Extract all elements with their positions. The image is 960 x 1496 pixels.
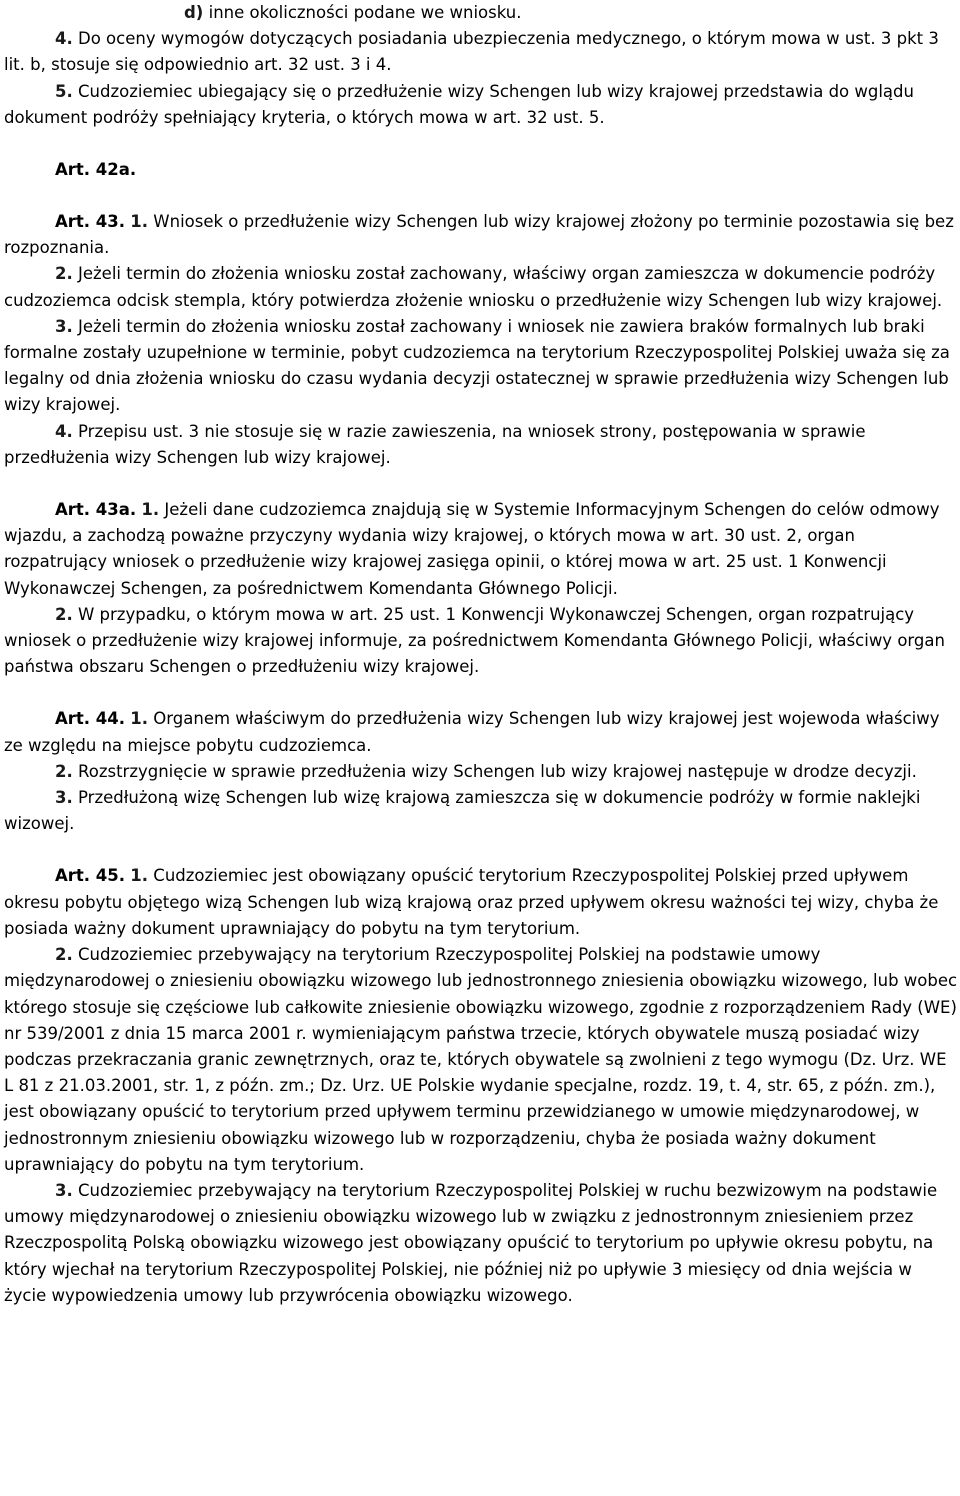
spacer xyxy=(4,131,958,157)
paragraph-number: 3. xyxy=(55,316,73,336)
article-44-paragraph-1 xyxy=(4,706,958,758)
paragraph-text: Cudzoziemiec jest obowiązany opuścić terytorium Rzeczypospolitej Polskiej przed upływem okresu pobytu objętego wizą Schengen lub wizą krajową oraz przed upływem okresu ważności tej wizy, chyba że posiada ważny dokument uprawniający do pobytu na tym terytorium. xyxy=(4,866,939,938)
paragraph-number: 1. xyxy=(130,709,149,729)
article-43a-paragraph-1 xyxy=(4,497,958,602)
article-44-paragraph-3 xyxy=(4,785,958,837)
intro-paragraph-5 xyxy=(4,79,958,131)
paragraph-text: Do oceny wymogów dotyczących posiadania ubezpieczenia medycznego, o którym mowa w ust. 3 pkt 3 lit. b, stosuje się odpowiednio art. 32 ust. 3 i 4. xyxy=(4,29,939,75)
paragraph-text: Cudzoziemiec ubiegający się o przedłużenie wizy Schengen lub wizy krajowej przedstawia do wglądu dokument podróży spełniający kryteria, o których mowa w art. 32 ust. 5. xyxy=(4,81,914,127)
paragraph-number: 5. xyxy=(55,81,73,101)
paragraph-text: Przedłużoną wizę Schengen lub wizę krajową zamieszcza się w dokumencie podróży w formie naklejki wizowej. xyxy=(4,788,921,834)
paragraph-number: 2. xyxy=(55,604,73,624)
spacer xyxy=(4,837,958,863)
paragraph-number: 2. xyxy=(55,264,73,284)
paragraph-number: 1. xyxy=(141,500,160,520)
article-43-paragraph-1 xyxy=(4,209,958,261)
point-label: d) xyxy=(184,3,204,22)
paragraph-text: Cudzoziemiec przebywający na terytorium Rzeczypospolitej Polskiej na podstawie umowy międzynarodowej o zniesieniu obowiązku wizowego lub jednostronnego zniesienia obowiązku wizowego, lub wobec którego stosuje się częściowe lub całkowite zniesienie obowiązku wizowego, zgodnie z rozporządzeniem Rady (WE) nr 539/2001 z dnia 15 marca 2001 r. wymieniającym państwa trzecie, których obywatele muszą posiadać wizy podczas przekraczania granic zewnętrznych, oraz te, których obywatele są zwolnieni z tego wymogu (Dz. Urz. WE L 81 z 21.03.2001, str. 1, z późn. zm.; Dz. Urz. UE Polskie wydanie specjalne, rozdz. 19, t. 4, str. 65, z późn. zm.), jest obowiązany opuścić to terytorium przed upływem terminu przewidzianego w umowie międzynarodowej, w jednostronnym zniesieniu obowiązku wizowego lub w rozporządzeniu, chyba że posiada ważny dokument uprawniający do pobytu na tym terytorium. xyxy=(4,945,958,1174)
article-45-paragraph-3 xyxy=(4,1178,958,1309)
paragraph-text: Przepisu ust. 3 nie stosuje się w razie zawieszenia, na wniosek strony, postępowania w sprawie przedłużenia wizy Schengen lub wizy krajowej. xyxy=(4,421,866,467)
paragraph-number: 2. xyxy=(55,761,73,781)
point-text: inne okoliczności podane we wniosku. xyxy=(203,3,522,22)
paragraph-text: Jeżeli termin do złożenia wniosku został zachowany i wniosek nie zawiera braków formalnych lub braki formalne zostały uzupełnione w terminie, pobyt cudzoziemca na terytorium Rzeczypospolitej Polskiej uważa się za legalny od dnia złożenia wniosku do czasu wydania decyzji ostatecznej w sprawie przedłużenia wizy Schengen lub wizy krajowej. xyxy=(4,316,950,415)
article-43-paragraph-2 xyxy=(4,261,958,313)
intro-paragraph-4 xyxy=(4,26,958,78)
article-44-paragraph-2 xyxy=(4,759,958,785)
paragraph-text: Jeżeli dane cudzoziemca znajdują się w Systemie Informacyjnym Schengen do celów odmowy wjazdu, a zachodzą poważne przyczyny wydania wizy krajowej, o których mowa w art. 30 ust. 2, organ rozpatrujący wniosek o przedłużenie wizy krajowej zasięga opinii, o której mowa w art. 25 ust. 1 Konwencji Wykonawczej Schengen, za pośrednictwem Komendanta Głównego Policji. xyxy=(4,500,940,598)
article-label: Art. 43a. xyxy=(55,500,137,520)
article-45-paragraph-2 xyxy=(4,942,958,1178)
spacer xyxy=(4,471,958,497)
article-label: Art. 45. xyxy=(55,866,126,886)
paragraph-number: 3. xyxy=(55,1180,73,1200)
paragraph-number: 1. xyxy=(130,866,149,886)
paragraph-number: 1. xyxy=(130,212,149,232)
article-label: Art. 44. xyxy=(55,709,126,729)
article-label: Art. 43. xyxy=(55,212,126,232)
article-43-paragraph-3 xyxy=(4,314,958,419)
paragraph-text: Jeżeli termin do złożenia wniosku został zachowany, właściwy organ zamieszcza w dokumencie podróży cudzoziemca odcisk stempla, który potwierdza złożenie wniosku o przedłużenie wizy Schengen lub wizy krajowej. xyxy=(4,264,943,310)
paragraph-number: 4. xyxy=(55,421,73,441)
paragraph-number: 4. xyxy=(55,29,73,49)
paragraph-text: Cudzoziemiec przebywający na terytorium Rzeczypospolitej Polskiej w ruchu bezwizowym na podstawie umowy międzynarodowej o zniesieniu obowiązku wizowego lub w związku z jednostronnym zniesieniem przez Rzeczpospolitą Polską obowiązku wizowego jest obowiązany opuścić to terytorium po upływie okresu pobytu, na który wjechał na terytorium Rzeczypospolitej Polskiej, nie później niż po upływie 3 miesięcy od dnia wejścia w życie wypowiedzenia umowy lub przywrócenia obowiązku wizowego. xyxy=(4,1180,938,1305)
spacer xyxy=(4,183,958,209)
article-42a-heading: Art. 42a. xyxy=(55,160,137,180)
paragraph-number: 2. xyxy=(55,945,73,965)
paragraph-number: 3. xyxy=(55,788,73,808)
document-page xyxy=(4,0,958,1309)
paragraph-text: Wniosek o przedłużenie wizy Schengen lub wizy krajowej złożony po terminie pozostawia się bez rozpoznania. xyxy=(4,212,954,258)
paragraph-text: Organem właściwym do przedłużenia wizy Schengen lub wizy krajowej jest wojewoda właściwy ze względu na miejsce pobytu cudzoziemca. xyxy=(4,709,940,755)
paragraph-text: W przypadku, o którym mowa w art. 25 ust. 1 Konwencji Wykonawczej Schengen, organ rozpatrujący wniosek o przedłużenie wizy krajowej informuje, za pośrednictwem Komendanta Głównego Policji, właściwy organ państwa obszaru Schengen o przedłużeniu wizy krajowej. xyxy=(4,604,945,677)
article-45-paragraph-1 xyxy=(4,863,958,942)
article-43a-paragraph-2 xyxy=(4,602,958,681)
article-43-paragraph-4 xyxy=(4,419,958,471)
spacer xyxy=(4,680,958,706)
paragraph-text: Rozstrzygnięcie w sprawie przedłużenia wizy Schengen lub wizy krajowej następuje w drodze decyzji. xyxy=(72,761,917,781)
intro-point-d xyxy=(4,0,958,26)
